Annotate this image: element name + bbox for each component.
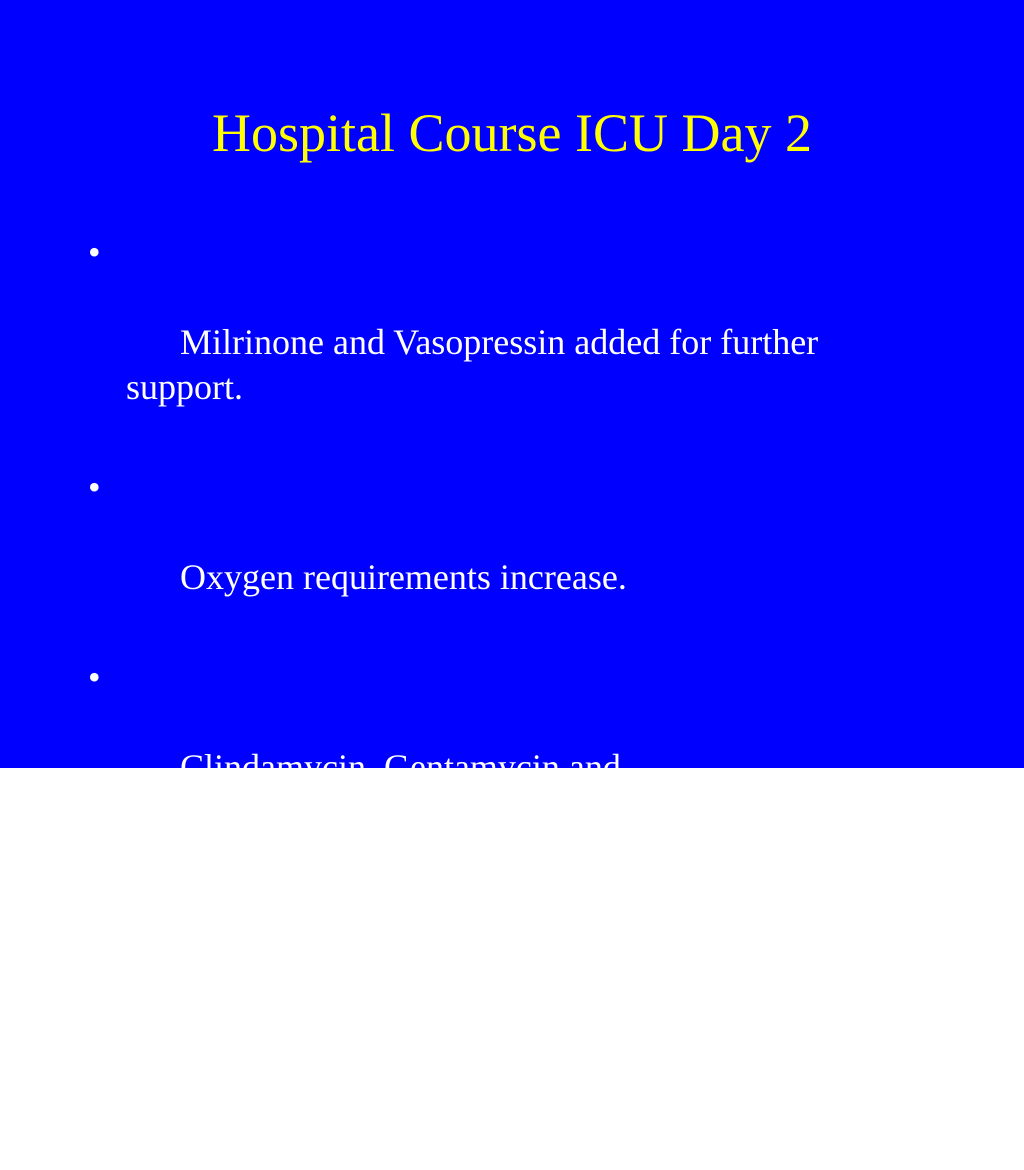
bullet-list	[84, 230, 964, 1170]
bullet-icon: •	[88, 232, 101, 272]
bullet-text: Oxygen requirements increase.	[180, 557, 627, 597]
bullet-item	[84, 465, 964, 645]
slide-title: Hospital Course ICU Day 2	[212, 103, 812, 163]
bullet-icon: •	[88, 892, 101, 932]
bullet-text: Pt sustains Acute MI with peak CPK of 1263, Troponin rises to 11.8. With ST elevations in the anterior leads.	[126, 982, 747, 1112]
bullet-item	[84, 890, 964, 1160]
bullet-icon: •	[88, 467, 101, 507]
bullet-item	[84, 655, 964, 880]
bullet-icon: •	[88, 657, 101, 697]
bullet-item	[84, 230, 964, 455]
bullet-text: Clindamycin, Gentamycin and Metronidazole continued. Cefazolin dc’d.	[126, 747, 736, 832]
bullet-text: Milrinone and Vasopressin added for further support.	[126, 322, 819, 407]
